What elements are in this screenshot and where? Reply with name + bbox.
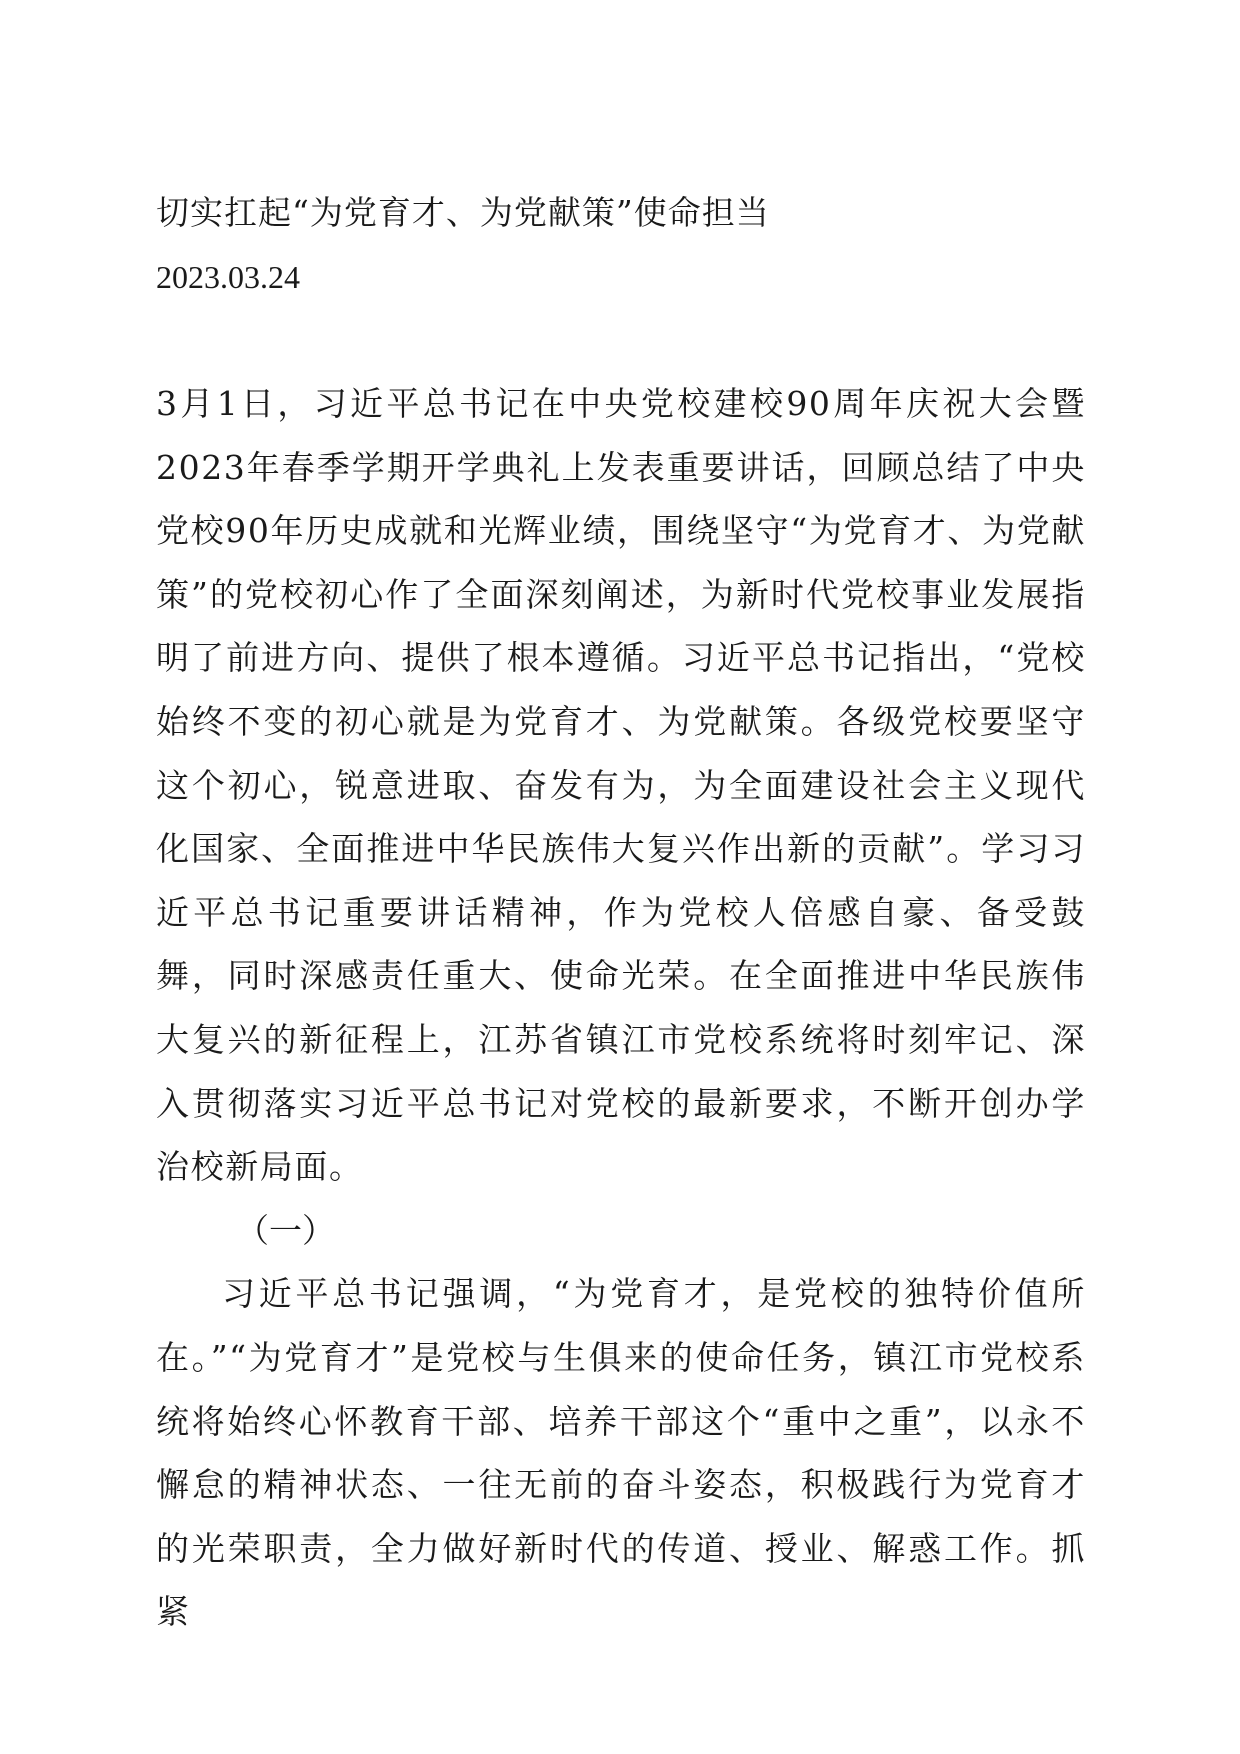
spacer	[156, 308, 1086, 372]
section-marker: （一）	[236, 1210, 335, 1250]
document-date: 2023.03.24	[156, 259, 300, 295]
paragraph-intro: 3月1日，习近平总书记在中央党校建校90周年庆祝大会暨2023年春季学期开学典礼上发表重要讲话，回顾总结了中央党校90年历史成就和光辉业绩，围绕坚守“为党育才、为党献策”的党校初心作了全面深刻阐述，为新时代党校事业发展指明了前进方向、提供了根本遵循。习近平总书记指出，“党校始终不变的初心就是为党育才、为党献策。各级党校要坚守这个初心，锐意进取、奋发有为，为全面建设社会主义现代化国家、全面推进中华民族伟大复兴作出新的贡献”。学习习近平总书记重要讲话精神，作为党校人倍感自豪、备受鼓舞，同时深感责任重大、使命光荣。在全面推进中华民族伟大复兴的新征程上，江苏省镇江市党校系统将时刻牢记、深入贯彻落实习近平总书记对党校的最新要求，不断开创办学治校新局面。	[156, 384, 1086, 1187]
document-page	[156, 180, 1086, 1644]
document-title: 切实扛起“为党育才、为党献策”使命担当	[156, 193, 770, 232]
paragraph-section-one: 习近平总书记强调，“为党育才，是党校的独特价值所在。”“为党育才”是党校与生俱来的使命任务，镇江市党校系统将始终心怀教育干部、培养干部这个“重中之重”，以永不懈怠的精神状态、一往无前的奋斗姿态，积极践行为党育才的光荣职责，全力做好新时代的传道、授业、解惑工作。抓紧	[156, 1274, 1086, 1632]
